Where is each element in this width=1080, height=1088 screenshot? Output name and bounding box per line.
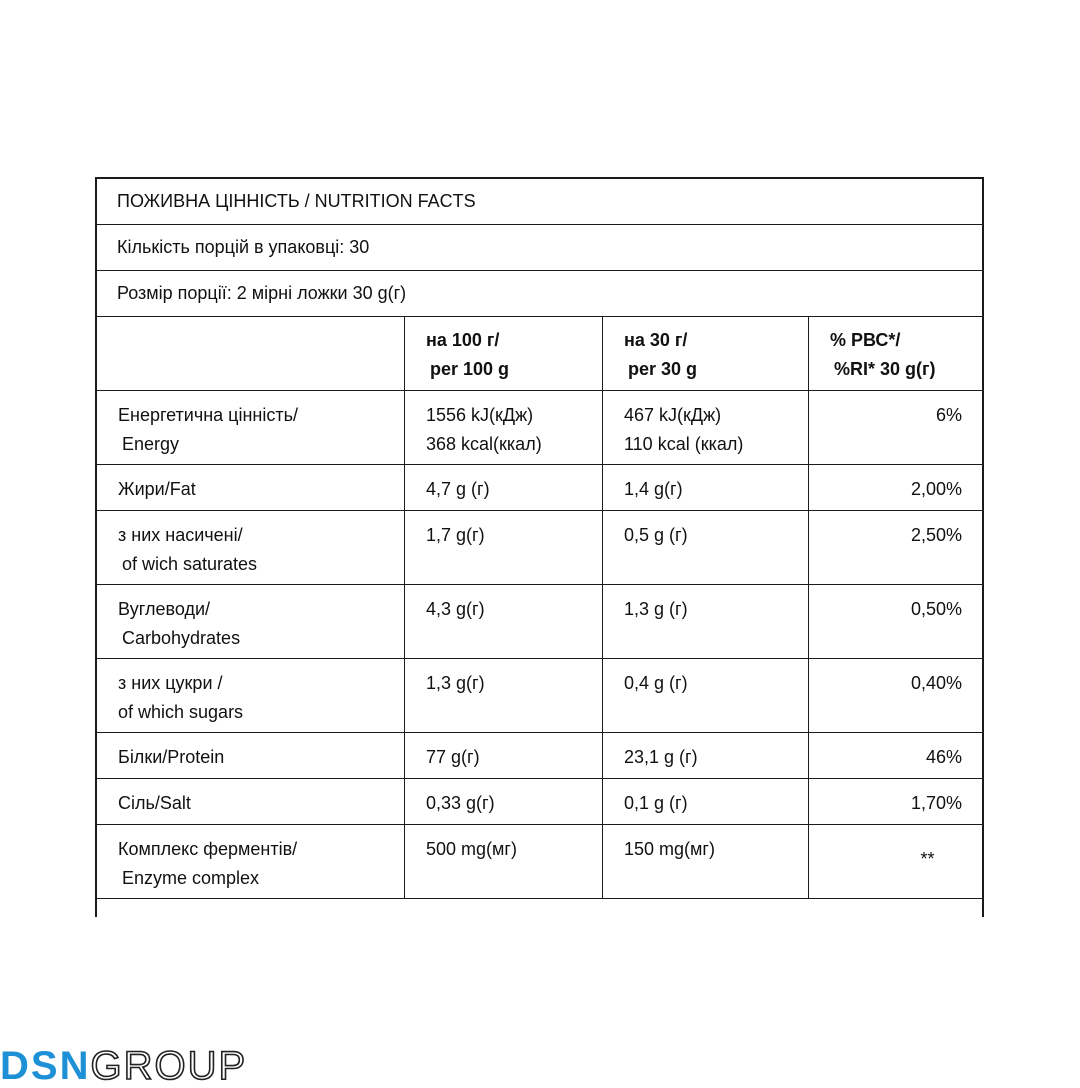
- cell-line: 368 kcal(ккал): [426, 434, 542, 454]
- per-100g-cell: [405, 825, 603, 898]
- per-30g-cell: [603, 585, 809, 658]
- per-100g-cell: [405, 465, 603, 510]
- per-100g-cell: [405, 511, 603, 584]
- ri-percent-cell: 2,50%: [910, 525, 962, 545]
- table-row: [97, 511, 982, 585]
- cell-line: 1,3 g (г): [624, 599, 688, 619]
- cell-line: 4,7 g (г): [426, 479, 490, 499]
- cell-line: 110 kcal (ккал): [624, 434, 744, 454]
- per-30g-cell: [603, 391, 809, 464]
- cell-line: 500 mg(мг): [426, 839, 517, 859]
- table-title: ПОЖИВНА ЦІННІСТЬ / NUTRITION FACTS: [97, 179, 982, 225]
- per-30g-cell: [603, 825, 809, 898]
- dsn-group-logo: [0, 1046, 247, 1086]
- ri-percent-cell: 6%: [935, 405, 962, 425]
- cell-line: 1,4 g(г): [624, 479, 683, 499]
- cell-line: Energy: [122, 434, 180, 454]
- per-100g-cell: [405, 779, 603, 824]
- cell-line: of which sugars: [118, 702, 244, 722]
- cell-line: Вуглеводи/: [118, 599, 211, 619]
- header-per-100g: [405, 317, 603, 390]
- ri-percent-cell: 46%: [925, 747, 962, 767]
- cell-line: Комплекс ферментів/: [118, 839, 298, 859]
- header-per-30g: [603, 317, 809, 390]
- table-row: [97, 659, 982, 733]
- cell-line: 467 kJ(кДж): [624, 405, 722, 425]
- cell-line: 23,1 g (г): [624, 747, 698, 767]
- nutrient-name-cell: [97, 391, 405, 464]
- header-ri-percent: [809, 317, 982, 390]
- ri-percent-cell: 0,50%: [910, 599, 962, 619]
- ri-percent-cell: 0,40%: [910, 673, 962, 693]
- cell-line: 4,3 g(г): [426, 599, 485, 619]
- per-100g-cell: [405, 391, 603, 464]
- nutrition-facts-table: [95, 177, 984, 917]
- nutrient-name-cell: [97, 585, 405, 658]
- header-line: на 100 г/: [426, 330, 500, 350]
- header-line: per 30 g: [628, 359, 698, 379]
- nutrient-name-cell: [97, 511, 405, 584]
- per-100g-cell: [405, 733, 603, 778]
- table-row: [97, 825, 982, 899]
- nutrient-name-cell: [97, 465, 405, 510]
- per-30g-cell: [603, 779, 809, 824]
- per-100g-cell: [405, 585, 603, 658]
- cell-line: Carbohydrates: [122, 628, 241, 648]
- cell-line: 150 mg(мг): [624, 839, 715, 859]
- per-30g-cell: [603, 511, 809, 584]
- cell-line: 0,33 g(г): [426, 793, 495, 813]
- table-header-row: [97, 317, 982, 391]
- cell-line: 0,5 g (г): [624, 525, 688, 545]
- cell-line: Енергетична цінність/: [118, 405, 298, 425]
- cell-line: 1,7 g(г): [426, 525, 485, 545]
- cell-line: Сіль/Salt: [118, 793, 191, 813]
- logo-part-dsn: DSN: [0, 1044, 91, 1088]
- header-line: на 30 г/: [624, 330, 688, 350]
- per-30g-cell: [603, 659, 809, 732]
- cell-line: з них цукри /: [118, 673, 223, 693]
- header-line: %RI* 30 g(г): [834, 359, 936, 379]
- header-nutrient-cell: [97, 317, 405, 390]
- cell-line: 0,4 g (г): [624, 673, 688, 693]
- per-30g-cell: [603, 733, 809, 778]
- cell-line: 1,3 g(г): [426, 673, 485, 693]
- cell-line: 1556 kJ(кДж): [426, 405, 534, 425]
- cell-line: з них насичені/: [118, 525, 243, 545]
- nutrient-name-cell: [97, 825, 405, 898]
- ri-percent-cell: **: [920, 849, 935, 869]
- header-line: % РВС*/: [830, 330, 901, 350]
- cell-line: Білки/Protein: [118, 747, 225, 767]
- per-30g-cell: [603, 465, 809, 510]
- cell-line: 0,1 g (г): [624, 793, 688, 813]
- table-footer-space: [97, 899, 982, 917]
- cell-line: Enzyme complex: [122, 868, 260, 888]
- cell-line: Жири/Fat: [118, 479, 196, 499]
- nutrient-name-cell: [97, 733, 405, 778]
- serving-size: Розмір порції: 2 мірні ложки 30 g(г): [97, 271, 982, 317]
- cell-line: of wich saturates: [122, 554, 258, 574]
- table-row: [97, 391, 982, 465]
- logo-part-group: GROUP: [90, 1044, 248, 1088]
- table-row: [97, 733, 982, 779]
- cell-line: 77 g(г): [426, 747, 480, 767]
- table-row: [97, 465, 982, 511]
- servings-per-package: Кількість порцій в упаковці: 30: [97, 225, 982, 271]
- table-row: [97, 779, 982, 825]
- nutrient-name-cell: [97, 659, 405, 732]
- ri-percent-cell: 2,00%: [910, 479, 962, 499]
- per-100g-cell: [405, 659, 603, 732]
- nutrient-name-cell: [97, 779, 405, 824]
- header-line: per 100 g: [430, 359, 510, 379]
- ri-percent-cell: 1,70%: [910, 793, 962, 813]
- table-row: [97, 585, 982, 659]
